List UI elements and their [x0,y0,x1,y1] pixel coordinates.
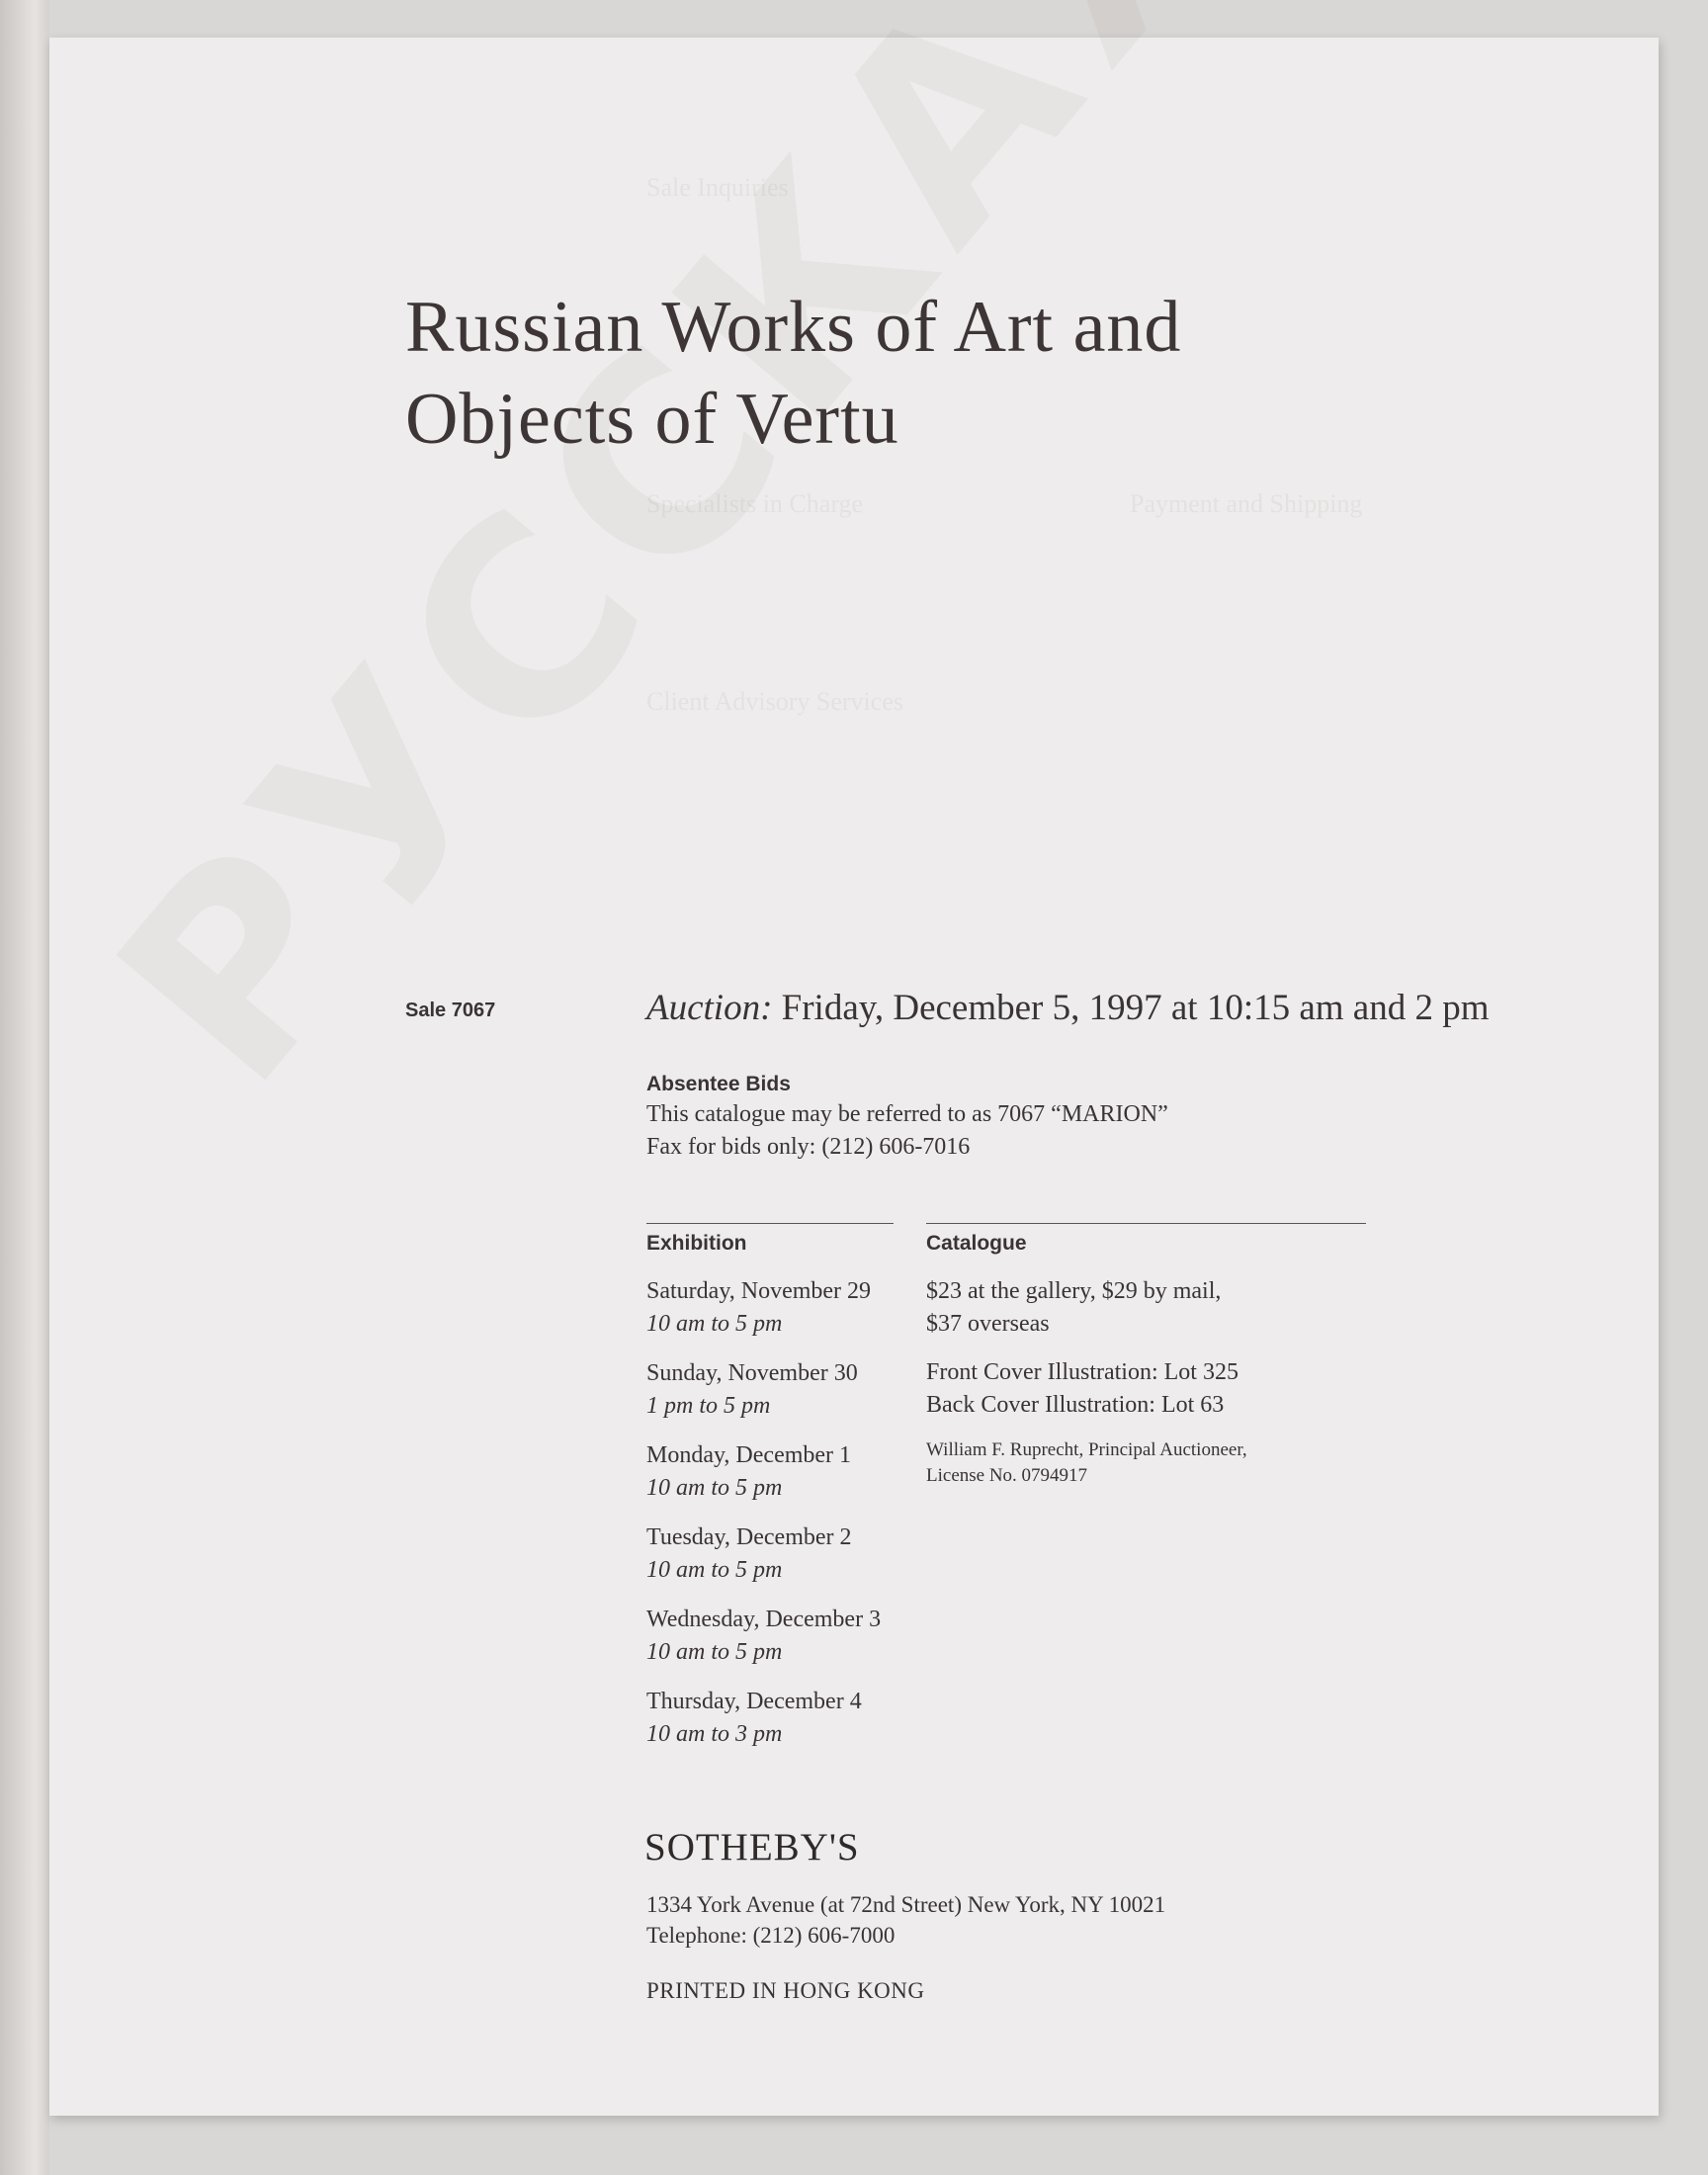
exhibition-section [646,1232,903,1768]
title-line-1: Russian Works of Art and [405,287,1182,368]
street-address: 1334 York Avenue (at 72nd Street) New York, NY 10021 [646,1892,1166,1917]
show-through-text: Payment and Shipping [1130,489,1363,518]
catalogue-divider [926,1223,1366,1224]
exhibition-day: Saturday, November 29 [646,1278,872,1304]
auctioneer-info [926,1437,1401,1489]
catalogue-title [405,282,1394,466]
catalogue-section [926,1232,1401,1489]
catalogue-heading: Catalogue [926,1232,1027,1255]
absentee-heading: Absentee Bids [646,1073,791,1095]
exhibition-day: Monday, December 1 [646,1442,852,1468]
title-line-2: Objects of Vertu [405,379,899,460]
auction-datetime: Friday, December 5, 1997 at 10:15 am and 2 pm [781,988,1490,1028]
price-line: $23 at the gallery, $29 by mail, [926,1278,1222,1304]
exhibition-time: 10 am to 5 pm [646,1639,783,1665]
absentee-bids-section [646,1073,1168,1164]
absentee-line: This catalogue may be referred to as 7067 “MARION” [646,1101,1168,1127]
exhibition-item [646,1522,903,1587]
exhibition-item [646,1686,903,1751]
exhibition-item [646,1439,903,1505]
address-block [646,1889,1165,1951]
show-through-text: Sale Inquiries [646,173,789,202]
exhibition-item [646,1604,903,1669]
exhibition-day: Sunday, November 30 [646,1360,858,1386]
exhibition-time: 10 am to 3 pm [646,1721,783,1747]
exhibition-day: Thursday, December 4 [646,1689,862,1714]
auctioneer-name: William F. Ruprecht, Principal Auctioneer, [926,1439,1247,1460]
exhibition-day: Wednesday, December 3 [646,1607,882,1632]
telephone: Telephone: (212) 606-7000 [646,1923,896,1948]
auction-label: Auction: [646,988,773,1028]
auction-date [646,987,1490,1029]
price-line: $37 overseas [926,1311,1050,1337]
back-cover-line: Back Cover Illustration: Lot 63 [926,1392,1225,1418]
exhibition-item [646,1275,903,1341]
exhibition-time: 10 am to 5 pm [646,1557,783,1583]
sothebys-logo: SOTHEBY'S [644,1826,860,1869]
catalogue-price [926,1275,1401,1341]
exhibition-day: Tuesday, December 2 [646,1524,852,1550]
sale-number: Sale 7067 [405,1000,496,1021]
exhibition-heading: Exhibition [646,1232,747,1255]
exhibition-time: 10 am to 5 pm [646,1311,783,1337]
exhibition-time: 10 am to 5 pm [646,1475,783,1501]
cover-illustrations [926,1356,1401,1422]
exhibition-item [646,1357,903,1423]
book-binding-edge [0,0,49,2175]
absentee-fax: Fax for bids only: (212) 606-7016 [646,1134,971,1160]
front-cover-line: Front Cover Illustration: Lot 325 [926,1359,1238,1385]
exhibition-time: 1 pm to 5 pm [646,1393,771,1419]
printed-in: PRINTED IN HONG KONG [646,1978,925,2003]
license-number: License No. 0794917 [926,1465,1088,1486]
show-through-text: Specialists in Charge [646,489,864,518]
exhibition-divider [646,1223,894,1224]
show-through-text: Client Advisory Services [646,687,903,716]
